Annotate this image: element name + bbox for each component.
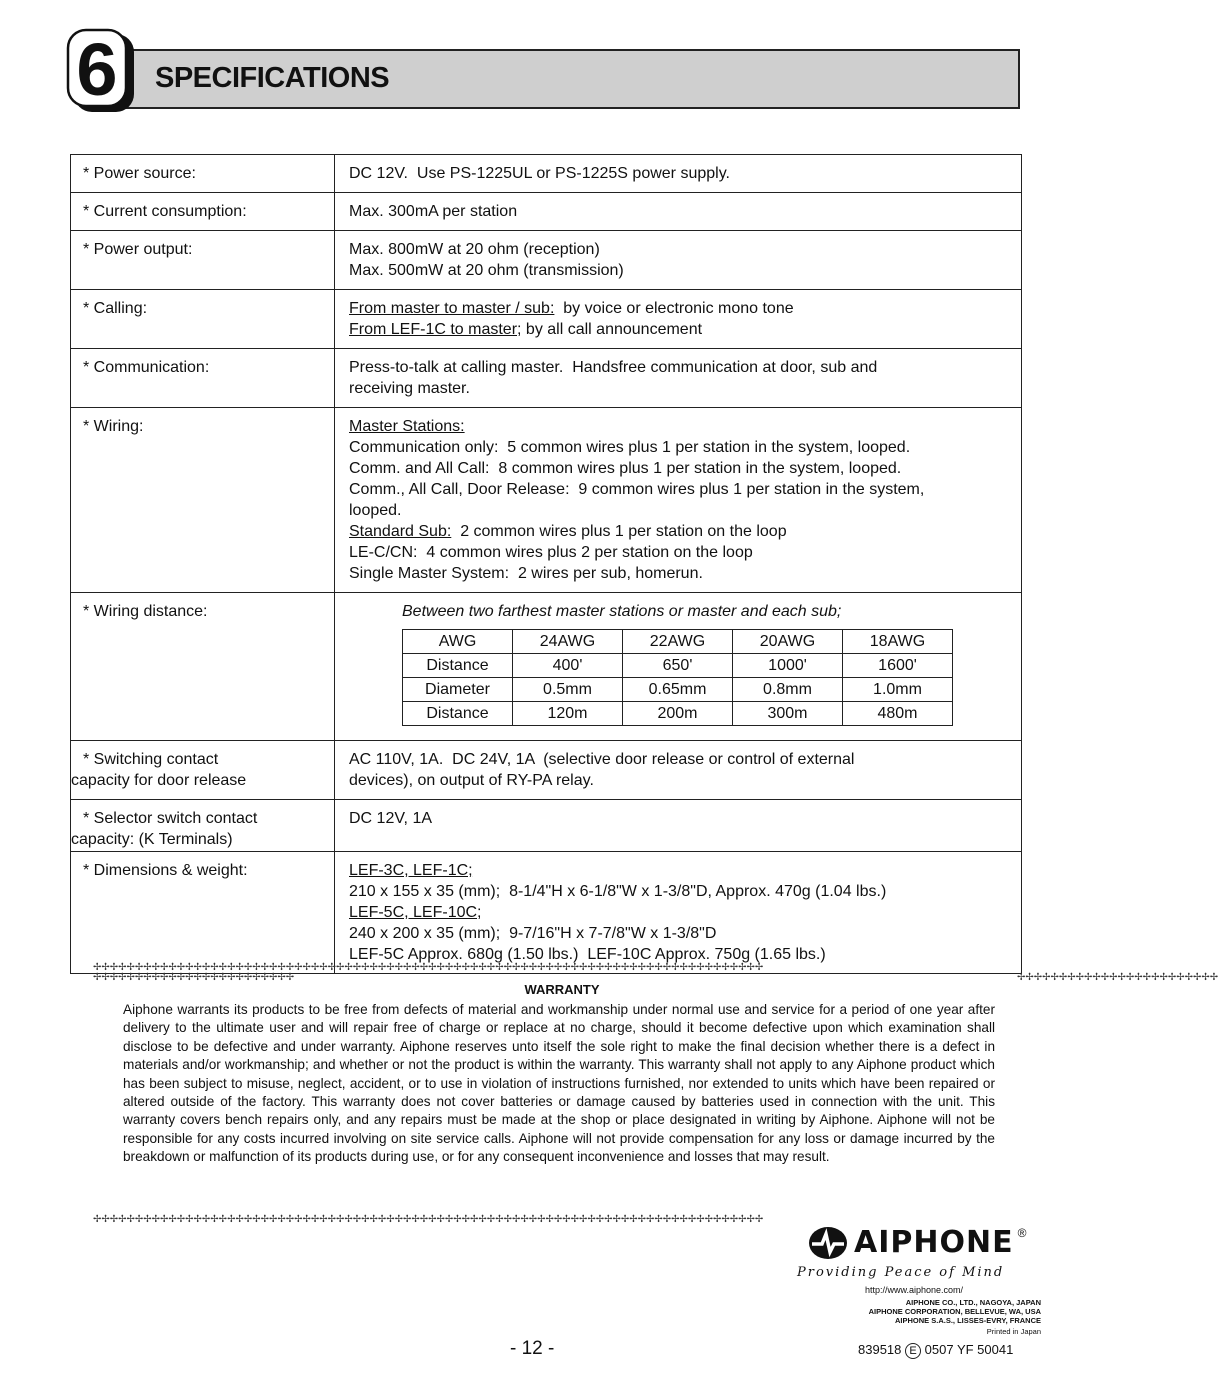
text-run: DC 12V, 1A <box>349 810 433 827</box>
spec-value <box>335 741 1021 799</box>
spec-value <box>335 852 1021 973</box>
text-run: Max. 300mA per station <box>349 203 518 220</box>
code-mark: E <box>905 1343 921 1359</box>
spec-label <box>71 408 335 592</box>
awg-row <box>403 702 953 726</box>
awg-cell: 0.65mm <box>623 678 733 702</box>
spec-value-line <box>349 542 1021 563</box>
spec-label-line: * Communication: <box>83 359 210 376</box>
address-line: AIPHONE CORPORATION, BELLEVUE, WA, USA <box>868 1307 1041 1316</box>
awg-row <box>403 678 953 702</box>
warranty-title: WARRANTY <box>524 982 600 997</box>
spec-value-line <box>349 437 1021 458</box>
spec-label <box>71 231 335 289</box>
document-code <box>858 1342 1013 1359</box>
page-number: - 12 - <box>510 1338 555 1359</box>
spec-value <box>335 193 1021 230</box>
spec-value-line <box>349 521 1021 542</box>
border-bottom: ✢✢✢✢✢✢✢✢✢✢✢✢✢✢✢✢✢✢✢✢✢✢✢✢✢✢✢✢✢✢✢✢✢✢✢✢✢✢✢✢✢✢✢✢✢✢✢✢✢✢✢✢✢✢✢✢✢✢✢✢✢✢✢✢✢✢✢✢✢✢✢✢✢✢✢✢✢✢✢✢ <box>93 1214 764 1225</box>
spec-row <box>71 289 1021 348</box>
awg-row <box>403 630 953 654</box>
logo-mark-row <box>808 1226 1038 1262</box>
underlined-heading: Standard Sub: <box>349 523 452 540</box>
spec-row <box>71 407 1021 592</box>
spec-value-line <box>349 923 1021 944</box>
brand-name: AIPHONE <box>854 1225 1014 1260</box>
spec-value-line <box>349 239 1021 260</box>
aiphone-emblem-icon <box>808 1226 848 1260</box>
text-run: LE-C/CN: 4 common wires plus 2 per station on the loop <box>349 544 753 561</box>
address-line: AIPHONE S.A.S., LISSES-EVRY, FRANCE <box>895 1316 1041 1325</box>
awg-row <box>403 654 953 678</box>
awg-cell: 22AWG <box>623 630 733 654</box>
border-right: ✢✢✢✢✢✢✢✢✢✢✢✢✢✢✢✢✢✢✢✢✢✢✢✢ <box>1017 972 1218 983</box>
awg-cell: 650' <box>623 654 733 678</box>
text-run: receiving master. <box>349 380 470 397</box>
awg-cell: 1.0mm <box>843 678 953 702</box>
underlined-heading: From master to master / sub: <box>349 300 555 317</box>
spec-value <box>335 349 1021 407</box>
section-number: 6 <box>76 28 118 111</box>
text-run: AC 110V, 1A. DC 24V, 1A (selective door release or control of external <box>349 751 855 768</box>
spec-value-line <box>349 357 1021 378</box>
spec-label-line: * Selector switch contact <box>83 810 258 827</box>
underlined-heading: Master Stations: <box>349 418 465 435</box>
code-suffix: 0507 YF 50041 <box>924 1342 1014 1357</box>
text-run: 2 common wires plus 1 per station on the loop <box>451 523 787 540</box>
text-run: by voice or electronic mono tone <box>554 300 794 317</box>
spec-value <box>335 593 1021 740</box>
text-run: 240 x 200 x 35 (mm); 9-7/16"H x 7-7/8"W x 1-3/8"D <box>349 925 717 942</box>
text-run: by all call announcement <box>521 321 703 338</box>
spec-row <box>71 192 1021 230</box>
text-run: 210 x 155 x 35 (mm); 8-1/4"H x 6-1/8"W x 1-3/8"D, Approx. 470g (1.04 lbs.) <box>349 883 887 900</box>
specifications-table <box>70 154 1022 974</box>
spec-value <box>335 408 1021 592</box>
awg-cell: 120m <box>513 702 623 726</box>
spec-label-line: capacity for door release <box>71 772 247 789</box>
border-left: ✢✢✢✢✢✢✢✢✢✢✢✢✢✢✢✢✢✢✢✢✢✢✢✢ <box>93 972 295 983</box>
spec-value <box>335 800 1021 851</box>
spec-row <box>71 230 1021 289</box>
awg-cell: 1000' <box>733 654 843 678</box>
spec-row <box>71 799 1021 851</box>
spec-value-line <box>349 260 1021 281</box>
text-run: Max. 800mW at 20 ohm (reception) <box>349 241 600 258</box>
spec-label-line: * Power source: <box>83 165 196 182</box>
spec-value-line <box>349 808 1021 829</box>
awg-cell: Distance <box>403 702 513 726</box>
spec-value-line <box>349 378 1021 399</box>
spec-value-line <box>349 319 1021 340</box>
spec-value-line <box>349 902 1021 923</box>
underlined-heading: LEF-3C, LEF-1C; <box>349 862 473 879</box>
spec-label-line: * Current consumption: <box>83 203 247 220</box>
spec-label-line: * Wiring: <box>83 418 144 435</box>
awg-cell: 24AWG <box>513 630 623 654</box>
spec-value-line <box>349 563 1021 584</box>
aiphone-logo <box>797 1225 1038 1284</box>
spec-value-line <box>349 201 1021 222</box>
spec-label-line: * Wiring distance: <box>83 603 208 620</box>
text-run: looped. <box>349 502 402 519</box>
text-run: Single Master System: 2 wires per sub, homerun. <box>349 565 703 582</box>
section-number-badge <box>66 28 136 114</box>
border-top: ✢✢✢✢✢✢✢✢✢✢✢✢✢✢✢✢✢✢✢✢✢✢✢✢✢✢✢✢✢✢✢✢✢✢✢✢✢✢✢✢✢✢✢✢✢✢✢✢✢✢✢✢✢✢✢✢✢✢✢✢✢✢✢✢✢✢✢✢✢✢✢✢✢✢✢✢✢✢✢✢ <box>93 962 764 973</box>
spec-row <box>71 851 1021 973</box>
awg-cell: 1600' <box>843 654 953 678</box>
website-url: http://www.aiphone.com/ <box>865 1285 964 1295</box>
awg-cell: 200m <box>623 702 733 726</box>
warranty-box <box>93 962 1218 1225</box>
awg-cell: Distance <box>403 654 513 678</box>
printed-in: Printed in Japan <box>986 1327 1041 1336</box>
spec-value-line <box>349 458 1021 479</box>
section-title: SPECIFICATIONS <box>155 62 390 94</box>
text-run: Communication only: 5 common wires plus 1 per station in the system, looped. <box>349 439 911 456</box>
code-prefix: 839518 <box>858 1342 902 1357</box>
underlined-heading: LEF-5C, LEF-10C; <box>349 904 482 921</box>
text-run: Comm. and All Call: 8 common wires plus 1 per station in the system, looped. <box>349 460 902 477</box>
spec-label <box>71 741 335 799</box>
spec-value-line <box>349 860 1021 881</box>
registered-mark: ® <box>1017 1226 1027 1240</box>
wiring-distance-note: Between two farthest master stations or master and each sub; <box>402 603 842 620</box>
text-run: Max. 500mW at 20 ohm (transmission) <box>349 262 624 279</box>
spec-value-line <box>349 770 1021 791</box>
awg-cell: Diameter <box>403 678 513 702</box>
awg-cell: 480m <box>843 702 953 726</box>
text-run: LEF-5C Approx. 680g (1.50 lbs.) LEF-10C Approx. 750g (1.65 lbs.) <box>349 946 826 963</box>
spec-value-line <box>349 163 1021 184</box>
spec-label <box>71 349 335 407</box>
awg-cell: AWG <box>403 630 513 654</box>
spec-label-line: * Switching contact <box>83 751 219 768</box>
awg-cell: 20AWG <box>733 630 843 654</box>
spec-value <box>335 290 1021 348</box>
spec-value-line <box>349 749 1021 770</box>
spec-value-line <box>349 416 1021 437</box>
spec-label <box>71 852 335 973</box>
text-run: DC 12V. Use PS-1225UL or PS-1225S power supply. <box>349 165 730 182</box>
spec-label <box>71 290 335 348</box>
tagline: Providing Peace of Mind <box>797 1265 1005 1280</box>
address-line: AIPHONE CO., LTD., NAGOYA, JAPAN <box>905 1298 1041 1307</box>
spec-label <box>71 800 335 851</box>
spec-label-line: * Dimensions & weight: <box>83 862 248 879</box>
spec-value <box>335 231 1021 289</box>
spec-value-line <box>349 479 1021 500</box>
awg-cell: 0.5mm <box>513 678 623 702</box>
awg-cell: 0.8mm <box>733 678 843 702</box>
warranty-text: Aiphone warrants its products to be free from defects of material and workmanship under normal use and service for a period of one year after delivery to the ultimate user and will repair free of charge or replace at no charge, should it become defective upon which examination shall disclose to be defective and under warranty. Aiphone reserves unto itself the sole right to make the final decision whether there is a defect in materials and/or workmanship; and whether or not the product is within the warranty. This warranty shall not apply to any Aiphone product which has been subject to misuse, neglect, accident, or to use in violation of instructions furnished, nor extended to units which have been repaired or altered outside of the factory. This warranty does not cover batteries or damage caused by batteries used in connection with the unit. This warranty covers bench repairs only, and any repairs must be made at the shop or place designated in writing by Aiphone. Aiphone will not be responsible for any costs incurred involving on site service calls. Aiphone will not provide compensation for any loss or damage incurred by the breakdown or malfunction of its products during use, or for any consequent inconvenience and losses that may result. <box>123 1002 995 1165</box>
awg-cell: 18AWG <box>843 630 953 654</box>
awg-cell: 300m <box>733 702 843 726</box>
spec-label-line: * Power output: <box>83 241 193 258</box>
addresses <box>869 1298 1041 1325</box>
spec-label <box>71 593 335 740</box>
spec-value <box>335 155 1021 192</box>
spec-value-line <box>349 298 1021 319</box>
spec-value-line <box>349 881 1021 902</box>
awg-cell: 400' <box>513 654 623 678</box>
spec-label <box>71 193 335 230</box>
spec-label-line: * Calling: <box>83 300 148 317</box>
spec-row <box>71 155 1021 192</box>
spec-row <box>71 592 1021 740</box>
text-run: Press-to-talk at calling master. Handsfree communication at door, sub and <box>349 359 878 376</box>
spec-value-line <box>349 500 1021 521</box>
text-run: Comm., All Call, Door Release: 9 common wires plus 1 per station in the system, <box>349 481 925 498</box>
text-run: devices), on output of RY-PA relay. <box>349 772 594 789</box>
awg-table <box>402 629 953 726</box>
spec-label-line: capacity: (K Terminals) <box>71 831 233 848</box>
spec-row <box>71 740 1021 799</box>
underlined-heading: From LEF-1C to master; <box>349 321 522 338</box>
spec-label <box>71 155 335 192</box>
spec-row <box>71 348 1021 407</box>
